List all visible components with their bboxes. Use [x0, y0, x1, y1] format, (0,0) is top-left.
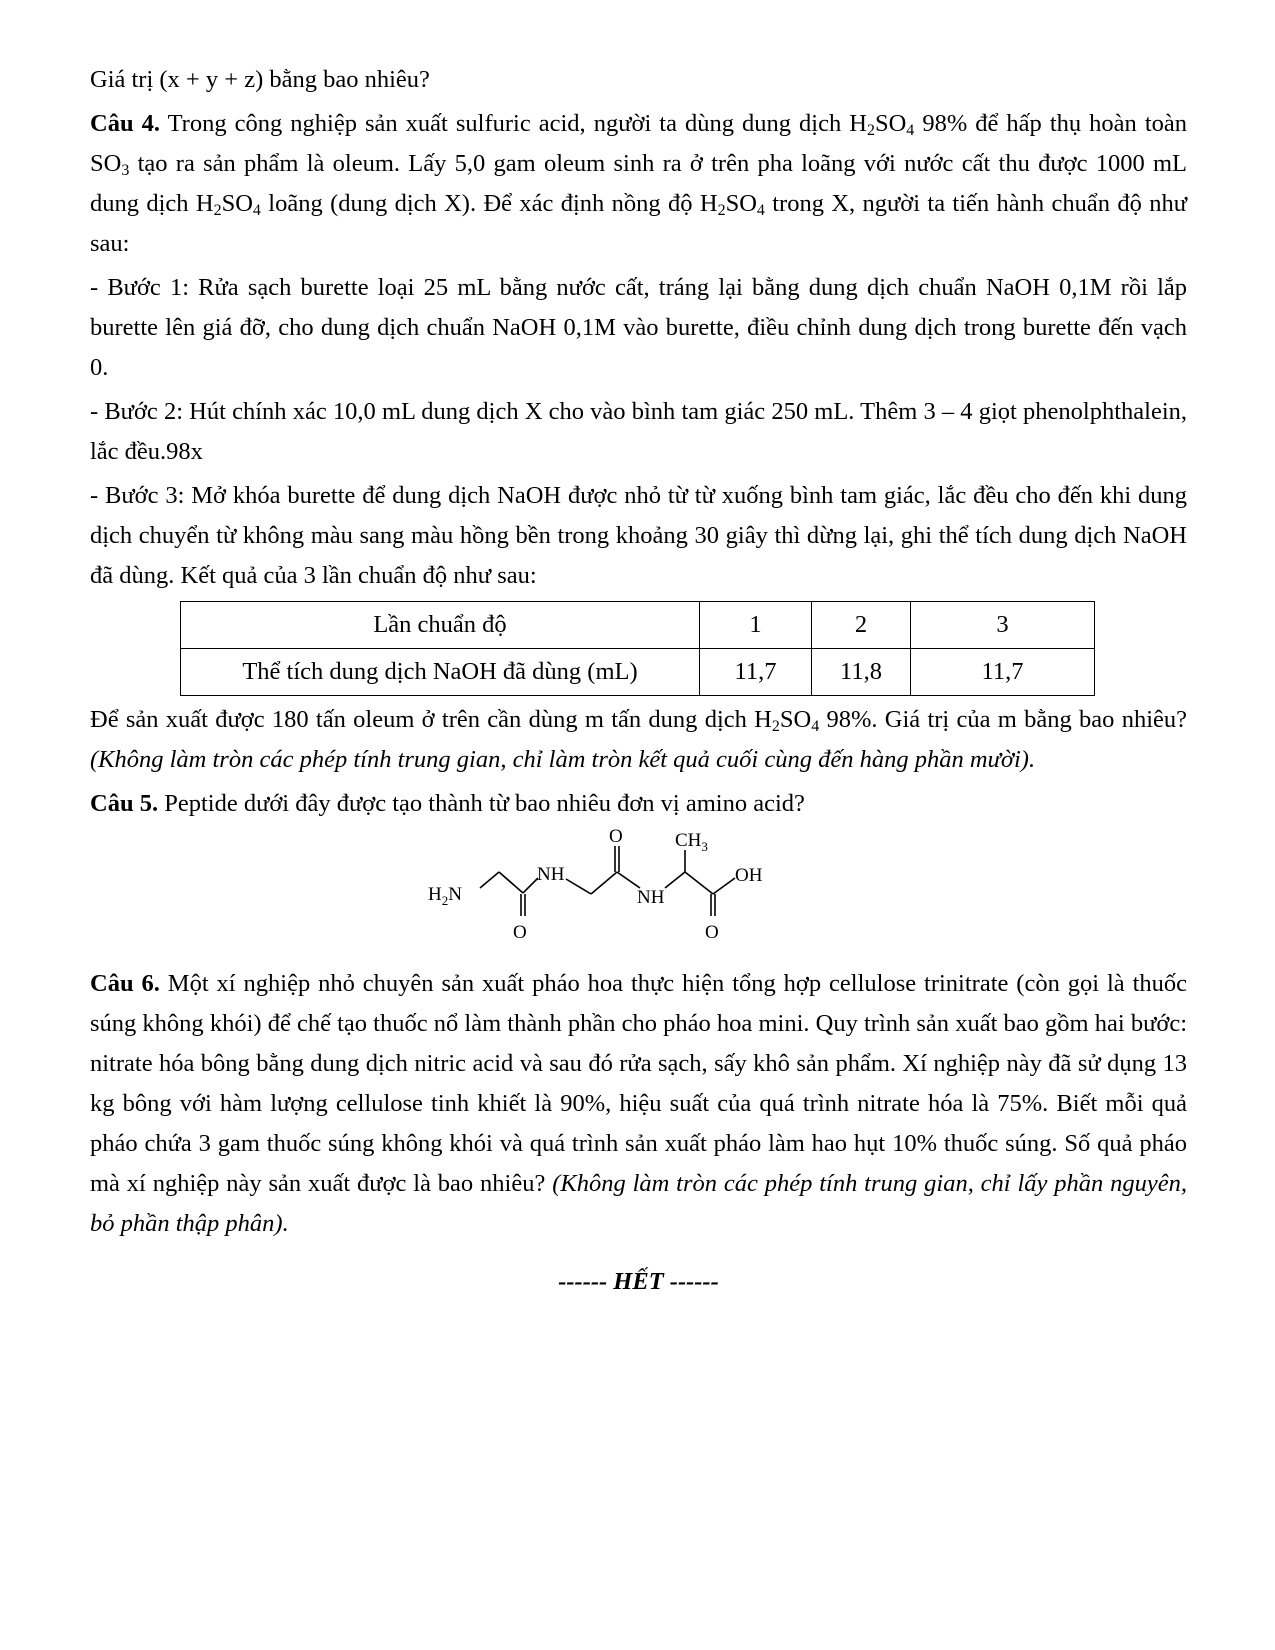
- oxygen-label-1: O: [513, 922, 527, 943]
- question-4-label: Câu 4.: [90, 110, 160, 137]
- hydroxyl-label: OH: [735, 865, 763, 886]
- question-5-label: Câu 5.: [90, 790, 159, 817]
- nh-label-2: NH: [637, 887, 665, 908]
- question-6-label: Câu 6.: [90, 970, 160, 997]
- nh-label-1: NH: [537, 864, 565, 885]
- step-1: - Bước 1: Rửa sạch burette loại 25 mL bằng nước cất, tráng lại bằng dung dịch chuẩn NaOH 0,1M rồi lắp burette lên giá đỡ, cho dung dịch chuẩn NaOH 0,1M vào burette, điều chỉnh dung dịch trong burette đến vạch 0.: [90, 274, 1187, 381]
- intro-line: Giá trị (x + y + z) bằng bao nhiêu?: [90, 66, 430, 93]
- peptide-structure-diagram: [428, 826, 855, 958]
- oxygen-label-top: O: [609, 826, 623, 847]
- table-cell: 11,7: [700, 649, 812, 696]
- rounding-note-6: (Không làm tròn các phép tính trung gian, chỉ lấy phần nguyên, bỏ phần thập phân).: [90, 1170, 1187, 1237]
- step-2: - Bước 2: Hút chính xác 10,0 mL dung dịch X cho vào bình tam giác 250 mL. Thêm 3 – 4 giọt phenolphthalein, lắc đều.98x: [90, 398, 1187, 465]
- question-5-paragraph: Câu 5. Peptide dưới đây được tạo thành từ bao nhiêu đơn vị amino acid?: [90, 790, 805, 817]
- end-mark: ------ HẾT ------: [558, 1268, 719, 1295]
- table-cell: 3: [911, 602, 1095, 649]
- rounding-note: (Không làm tròn các phép tính trung gian, chỉ làm tròn kết quả cuối cùng đến hàng phần mười).: [90, 746, 1036, 773]
- question-6-paragraph: Câu 6. Một xí nghiệp nhỏ chuyên sản xuất pháo hoa thực hiện tổng hợp cellulose trinitrate (còn gọi là thuốc súng không khói) để chế tạo thuốc nổ làm thành phần cho pháo hoa mini. Quy trình sản xuất bao gồm hai bước: nitrate hóa bông bằng dung dịch nitric acid và sau đó rửa sạch, sấy khô sản phẩm. Xí nghiệp này đã sử dụng 13 kg bông với hàm lượng cellulose tinh khiết là 90%, hiệu suất của quá trình nitrate hóa là 75%. Biết mỗi quả pháo chứa 3 gam thuốc súng không khói và quá trình sản xuất pháo làm hao hụt 10% thuốc súng. Số quả pháo mà xí nghiệp này sản xuất được là bao nhiêu? (Không làm tròn các phép tính trung gian, chỉ lấy phần nguyên, bỏ phần thập phân).: [90, 970, 1188, 1237]
- table-header-row: [181, 602, 1095, 649]
- table-cell: 11,8: [812, 649, 911, 696]
- titration-table: [180, 601, 1095, 696]
- peptide-structure: [90, 828, 1187, 964]
- table-cell: 2: [812, 602, 911, 649]
- table-cell: Lần chuẩn độ: [181, 602, 700, 649]
- question-4-paragraph: Câu 4. Trong công nghiệp sản xuất sulfuric acid, người ta dùng dung dịch $H_2SO_4$ 98% để hấp thụ hoàn toàn $SO_3$ tạo ra sản phẩm là oleum. Lấy 5,0 gam oleum sinh ra ở trên pha loãng với nước cất thu được 1000 mL dung dịch $H_2SO_4$ loãng (dung dịch X). Để xác định nồng độ $H_2SO_4$ trong X, người ta tiến hành chuẩn độ như sau:: [90, 110, 1187, 257]
- oxygen-label-2: O: [705, 922, 719, 943]
- document-page: [90, 60, 1187, 1302]
- table-row: [181, 649, 1095, 696]
- methyl-group: $CH_3$: [675, 830, 708, 854]
- table-cell: 1: [700, 602, 812, 649]
- question-4-after-table: Để sản xuất được 180 tấn oleum ở trên cần dùng m tấn dung dịch $H_2SO_4$ 98%. Giá trị của m bằng bao nhiêu? (Không làm tròn các phép tính trung gian, chỉ làm tròn kết quả cuối cùng đến hàng phần mười).: [90, 706, 1187, 773]
- h2n-group: $H_2N$: [428, 884, 462, 908]
- table-cell: 11,7: [911, 649, 1095, 696]
- step-3: - Bước 3: Mở khóa burette để dung dịch NaOH được nhỏ từ từ xuống bình tam giác, lắc đều cho đến khi dung dịch chuyển từ không màu sang màu hồng bền trong khoảng 30 giây thì dừng lại, ghi thể tích dung dịch NaOH đã dùng. Kết quả của 3 lần chuẩn độ như sau:: [90, 482, 1187, 589]
- table-cell: Thể tích dung dịch NaOH đã dùng (mL): [181, 649, 700, 696]
